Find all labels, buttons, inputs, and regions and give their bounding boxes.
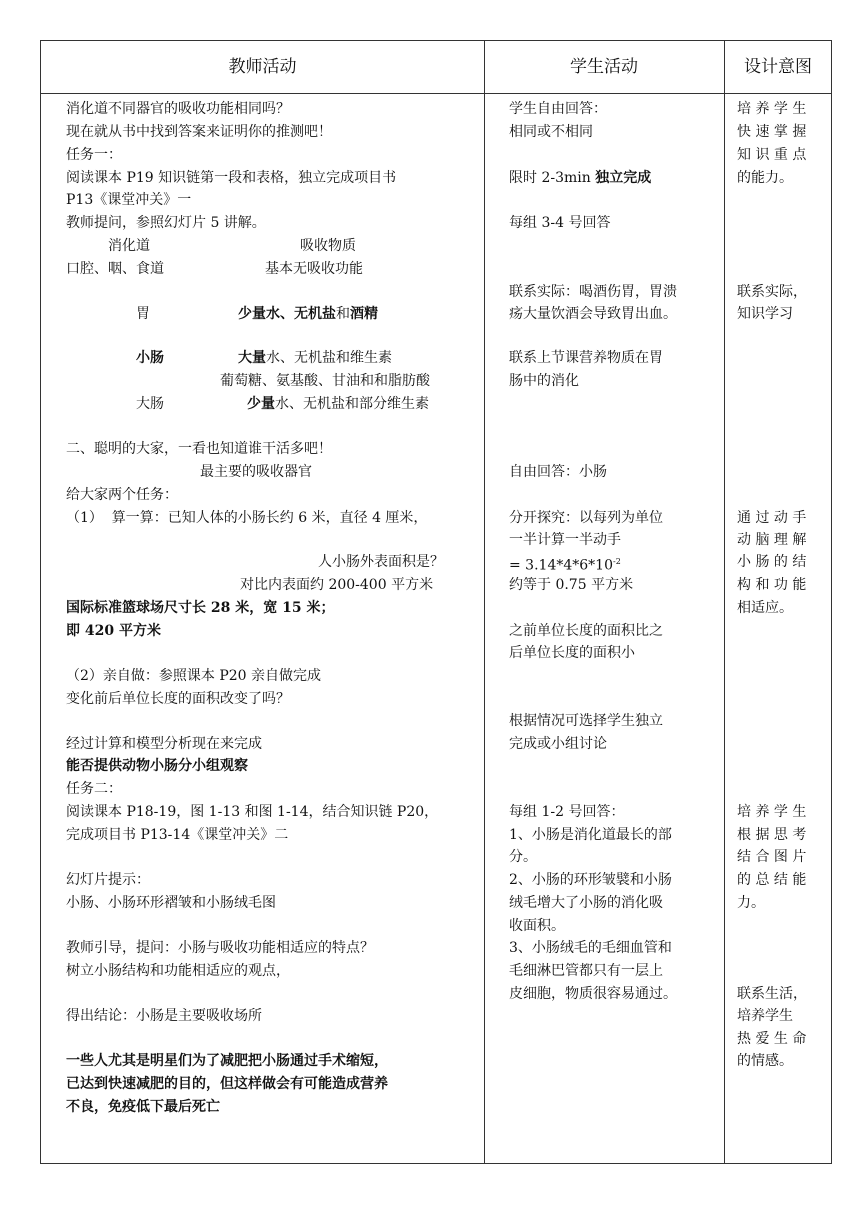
teacher-text: 得出结论：小肠是主要吸收场所 [66,1008,262,1024]
intent-text: 培 养 学 生 [737,804,807,820]
teacher-text: P13《课堂冲关》一 [66,192,192,208]
column-divider-1 [484,41,485,1163]
intent-text: 构 和 功 能 [737,577,807,593]
student-text: 之前单位长度的面积比之 [509,623,663,639]
student-text: -2 [612,557,621,566]
teacher-text: 经过计算和模型分析现在来完成 [66,736,262,752]
teacher-text: 任务一： [66,147,122,163]
student-text: 肠中的消化 [509,373,579,389]
teacher-text: 小肠 [136,350,164,366]
teacher-text: 现在就从书中找到答案来证明你的推测吧！ [66,124,332,140]
intent-text: 知识学习 [737,306,793,322]
teacher-text: 大量 [238,350,266,366]
student-text: 相同或不相同 [509,124,593,140]
teacher-text: 少量 [247,396,275,412]
header-divider [41,93,831,94]
teacher-text: 完成项目书 P13-14《课堂冲关》二 [66,827,289,843]
teacher-text [238,349,392,367]
intent-text: 快 速 掌 握 [737,124,807,140]
teacher-text: 教师提问，参照幻灯片 5 讲解。 [66,215,266,231]
student-text: 皮细胞，物质很容易通过。 [509,986,677,1002]
column-divider-2 [724,41,725,1163]
intent-text: 的 总 结 能 [737,872,807,888]
intent-text: 相适应。 [737,600,793,616]
teacher-text: 幻灯片提示： [66,872,150,888]
teacher-text: 消化道 [108,238,150,254]
header-student: 学生活动 [570,57,638,77]
teacher-text: （2）亲自做：参照课本 P20 亲自做完成 [66,668,322,684]
teacher-text: 变化前后单位长度的面积改变了吗？ [66,691,290,707]
teacher-text: 二、聪明的大家，一看也知道谁干活多吧！ [66,441,332,457]
teacher-text: 能否提供动物小肠分小组观察 [66,758,248,774]
teacher-text: 即 420 平方米 [66,623,161,639]
student-text: = 3.14*4*6*10 [509,557,613,574]
student-text: 一半计算一半动手 [509,532,621,548]
header-teacher: 教师活动 [228,57,297,77]
teacher-text [238,305,378,323]
student-text: 绒毛增大了小肠的消化吸 [509,895,663,911]
intent-text: 通 过 动 手 [737,510,807,526]
intent-text: 联系实际， [737,284,807,300]
teacher-text: 一些人尤其是明星们为了减肥把小肠通过手术缩短， [66,1053,388,1069]
teacher-text: 最主要的吸收器官 [200,464,312,480]
student-text: 毛细淋巴管都只有一层上 [509,963,663,979]
student-text: 完成或小组讨论 [509,736,607,752]
intent-text: 动 脑 理 解 [737,532,807,548]
intent-text: 联系生活， [737,986,807,1002]
teacher-text: 消化道不同器官的吸收功能相同吗？ [66,101,290,117]
teacher-text: 任务二： [66,781,122,797]
student-text: 根据情况可选择学生独立 [509,713,663,729]
student-text: 3、小肠绒毛的毛细血管和 [509,940,672,956]
teacher-text: 人小肠外表面积是？ [318,554,444,570]
intent-text: 小 肠 的 结 [737,554,807,570]
intent-text: 结 合 图 片 [737,849,807,865]
teacher-text: 教师引导，提问：小肠与吸收功能相适应的特点？ [66,940,374,956]
student-text [509,553,621,575]
teacher-text [247,395,429,413]
teacher-text: 国际标准篮球场尺寸长 28 米，宽 15 米； [66,600,335,616]
teacher-text: 小肠、小肠环形褶皱和小肠绒毛图 [66,895,276,911]
teacher-text: 水、无机盐和维生素 [266,350,392,366]
header-intent: 设计意图 [744,57,812,77]
student-text: 独立完成 [595,170,652,186]
teacher-text: 阅读课本 P19 知识链第一段和表格，独立完成项目书 [66,170,397,186]
teacher-text: 阅读课本 P18-19，图 1-13 和图 1-14，结合知识链 P20， [66,804,439,820]
intent-text: 力。 [737,895,765,911]
teacher-text: 口腔、咽、食道 [66,261,164,277]
student-text: 后单位长度的面积小 [509,645,635,661]
intent-text: 热 爱 生 命 [737,1031,807,1047]
student-text: 1、小肠是消化道最长的部 [509,827,672,843]
teacher-text: 树立小肠结构和功能相适应的观点， [66,963,290,979]
student-text [509,169,651,187]
intent-text: 的情感。 [737,1053,793,1069]
student-text: 学生自由回答： [509,101,607,117]
student-text: 联系上节课营养物质在胃 [509,350,663,366]
student-text: 限时 2-3min [509,170,596,186]
teacher-text: 对比内表面约 200-400 平方米 [240,577,434,593]
intent-text: 根 据 思 考 [737,827,807,843]
student-text: 疡大量饮酒会导致胃出血。 [509,306,677,322]
teacher-text: 基本无吸收功能 [265,261,363,277]
intent-text: 培 养 学 生 [737,101,807,117]
intent-text: 知 识 重 点 [737,147,807,163]
student-text: 每组 1-2 号回答： [509,804,625,820]
student-text: 联系实际：喝酒伤胃，胃溃 [509,284,677,300]
teacher-text: 酒精 [350,306,378,322]
teacher-text: 给大家两个任务： [66,487,178,503]
teacher-text: 水、无机盐和部分维生素 [275,396,429,412]
student-text: 2、小肠的环形皱襞和小肠 [509,872,672,888]
teacher-text: 胃 [136,306,150,322]
teacher-text: 少量水、无机盐 [238,306,336,322]
intent-text: 培养学生 [737,1008,793,1024]
student-text: 约等于 0.75 平方米 [509,577,634,593]
teacher-text: 葡萄糖、氨基酸、甘油和和脂肪酸 [220,373,430,389]
student-text: 自由回答：小肠 [509,464,607,480]
student-text: 分开探究：以每列为单位 [509,510,663,526]
teacher-text: 吸收物质 [300,238,356,254]
intent-text: 的能力。 [737,170,793,186]
teacher-text: 和 [336,306,350,322]
teacher-text: （1） 算一算：已知人体的小肠长约 6 米，直径 4 厘米， [66,510,428,526]
teacher-text: 大肠 [136,396,164,412]
student-text: 收面积。 [509,918,565,934]
teacher-text: 已达到快速减肥的目的，但这样做会有可能造成营养 [66,1076,388,1092]
teacher-text: 不良，免疫低下最后死亡 [66,1099,220,1115]
student-text: 分。 [509,849,537,865]
student-text: 每组 3-4 号回答 [509,215,611,231]
